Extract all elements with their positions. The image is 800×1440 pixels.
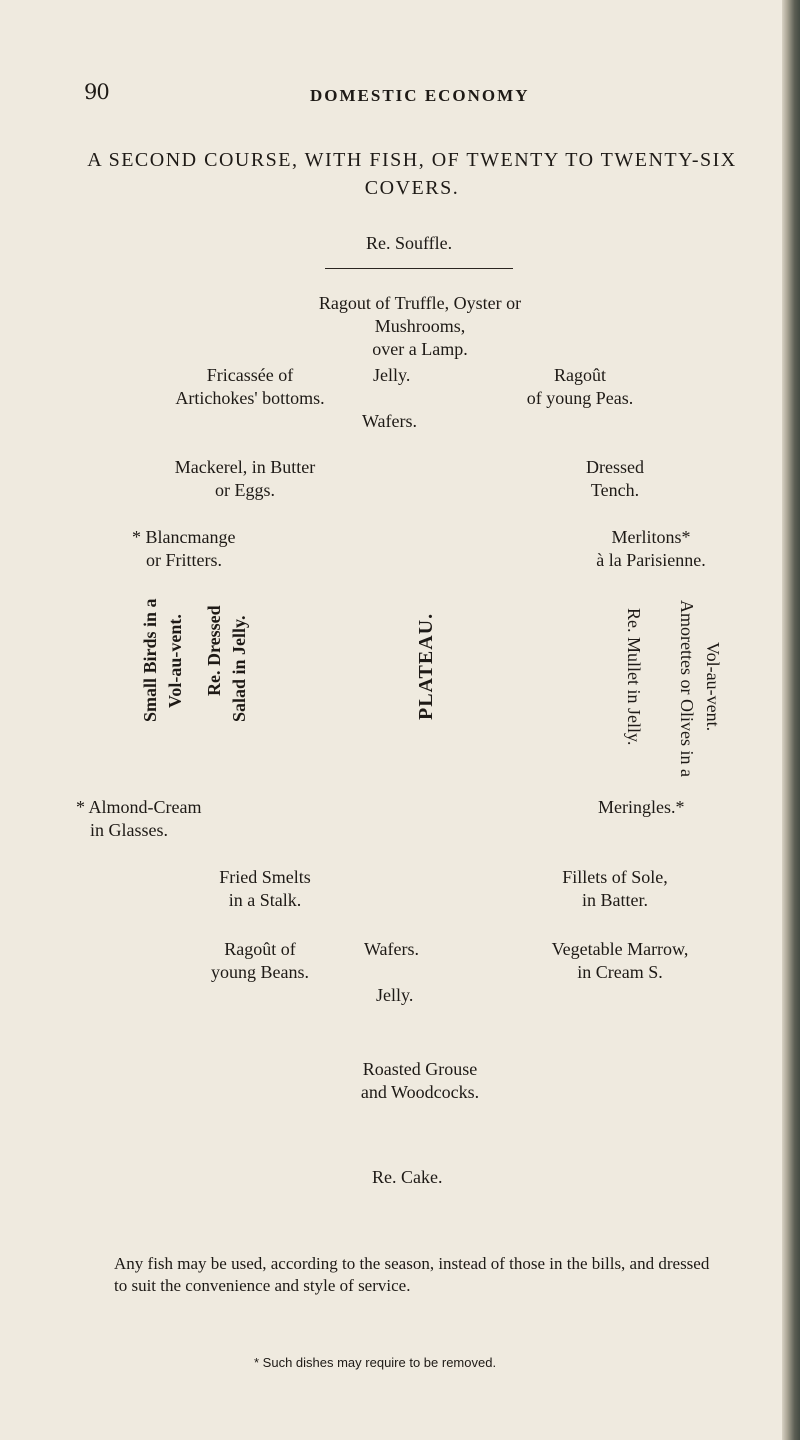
page-number: 90 xyxy=(84,80,109,104)
dish-mackerel: Mackerel, in Butter or Eggs. xyxy=(174,457,316,500)
dish-vegetable-marrow: Vegetable Marrow, in Cream S. xyxy=(551,939,689,982)
dish-dressed-salad: Re. Dressed Salad in Jelly. xyxy=(204,605,249,722)
divider-rule xyxy=(325,268,513,269)
plateau-center: PLATEAU. xyxy=(415,612,437,720)
dish-small-birds: Small Birds in a Vol-au-vent. xyxy=(140,598,185,722)
dish-meringles: Meringles.* xyxy=(598,797,685,817)
page-title: A SECOND COURSE, WITH FISH, OF TWENTY TO TWENTY-SIX COVERS. xyxy=(87,149,737,199)
dish-fricassee-artichokes: Fricassée of Artichokes' bottoms. xyxy=(175,365,325,408)
dish-almond-cream: * Almond-Cream in Glasses. xyxy=(76,797,202,840)
dish-merlitons: Merlitons* à la Parisienne. xyxy=(596,527,706,570)
dish-jelly-bottom: Jelly. xyxy=(376,985,414,1005)
dish-ragout-beans: Ragoût of young Beans. xyxy=(211,939,309,982)
running-head: DOMESTIC ECONOMY xyxy=(310,86,530,105)
dish-blancmange: * Blancmange or Fritters. xyxy=(132,527,236,570)
dish-ragout-peas: Ragoût of young Peas. xyxy=(526,365,634,408)
footnote: * Such dishes may require to be removed. xyxy=(254,1355,497,1370)
dish-wafers-bottom: Wafers. xyxy=(364,939,420,959)
dish-fried-smelts: Fried Smelts in a Stalk. xyxy=(219,867,311,910)
dish-mullet-jelly: Re. Mullet in Jelly. xyxy=(624,608,644,746)
dish-wafers-top: Wafers. xyxy=(362,411,418,431)
dish-fillets-sole: Fillets of Sole, in Batter. xyxy=(562,867,668,910)
dish-jelly-top: Jelly. xyxy=(373,365,411,385)
dish-roasted-grouse: Roasted Grouse and Woodcocks. xyxy=(360,1059,480,1102)
dish-ragout-truffle: Ragout of Truffle, Oyster or Mushrooms, over a Lamp. xyxy=(318,293,522,359)
dish-amorettes: Vol-au-vent. Amorettes or Olives in a xyxy=(677,600,723,777)
page-edge xyxy=(782,0,800,1440)
remove-souffle: Re. Souffle. xyxy=(366,233,453,253)
note-paragraph: Any fish may be used, according to the season, instead of those in the bills, and dressed to suit the convenience and style of service. xyxy=(114,1254,710,1295)
remove-cake: Re. Cake. xyxy=(372,1167,443,1187)
dish-dressed-tench: Dressed Tench. xyxy=(586,457,644,500)
